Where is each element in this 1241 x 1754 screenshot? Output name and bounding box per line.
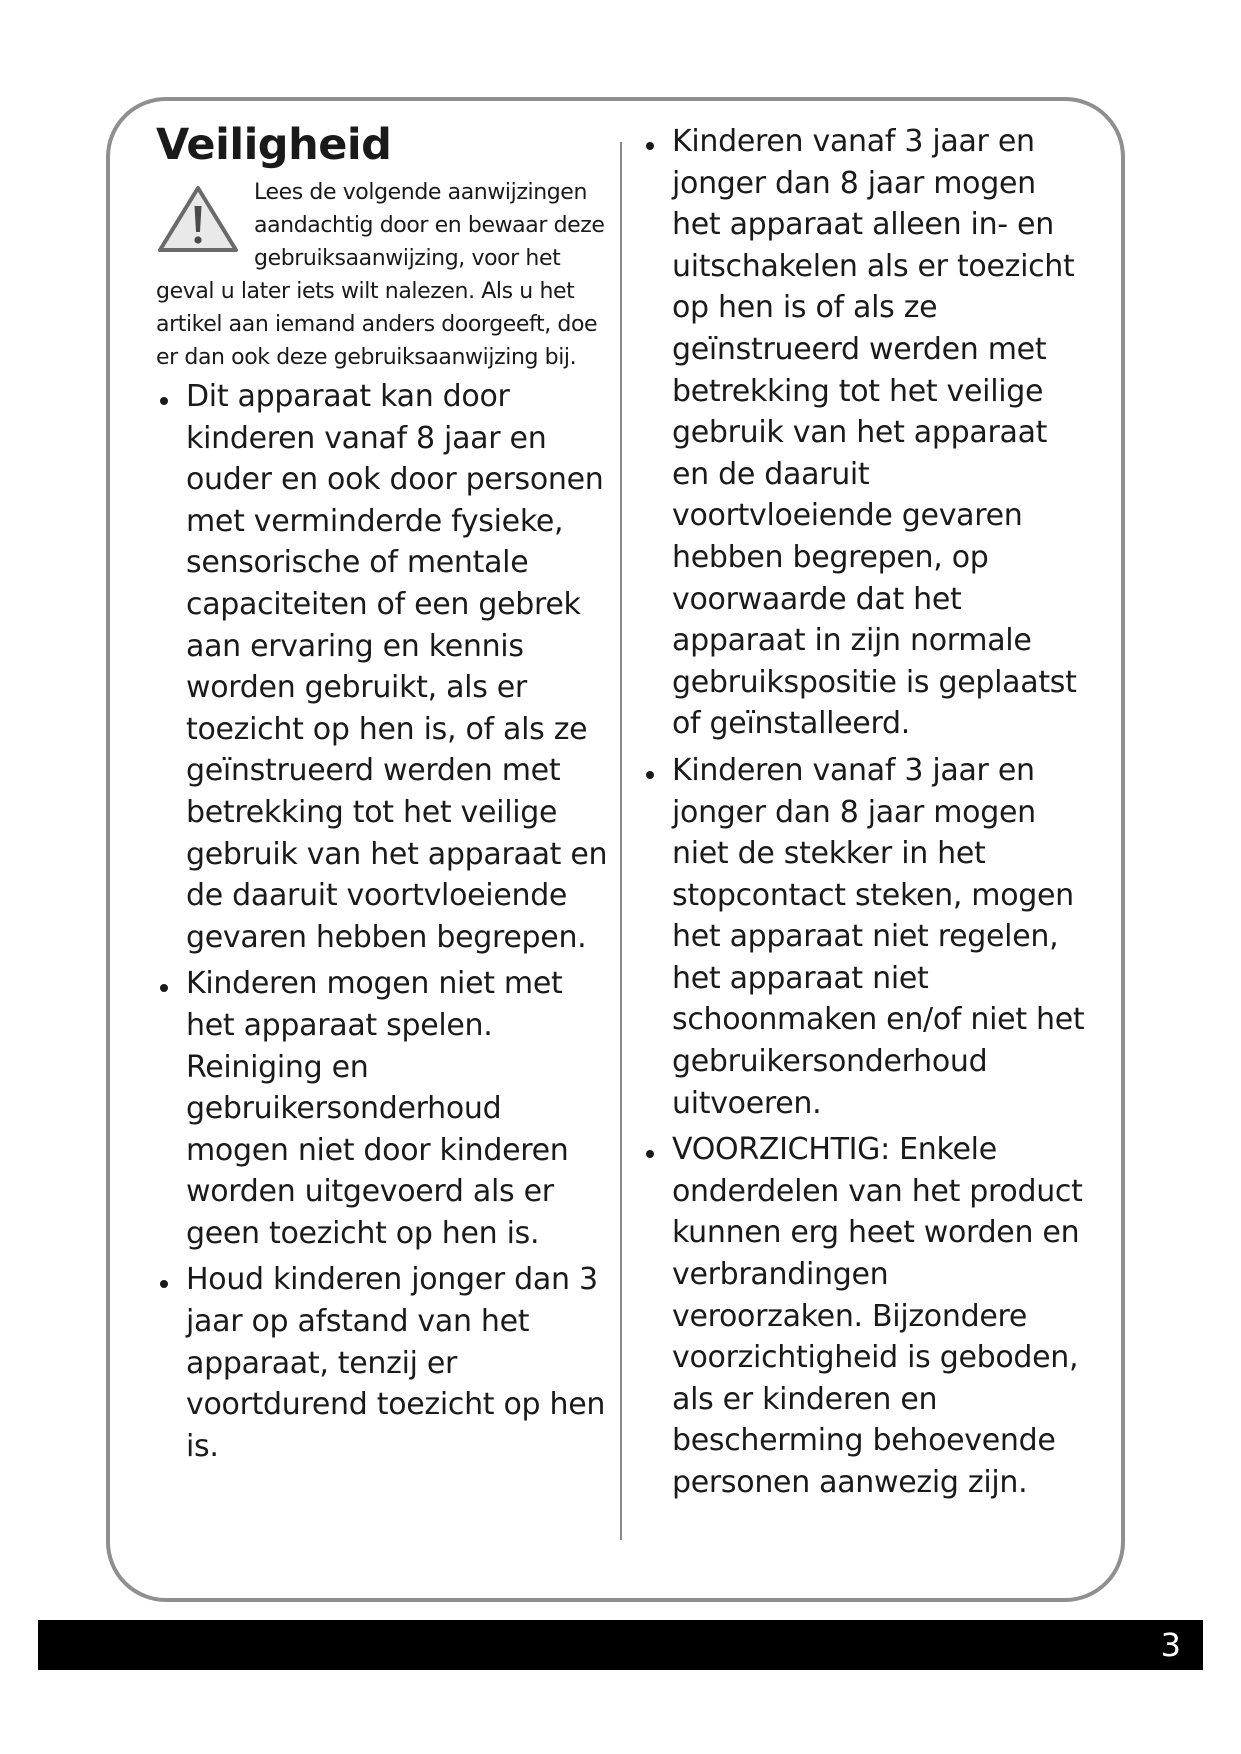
list-item: Kinderen vanaf 3 jaar en jonger dan 8 jaar mogen het apparaat alleen in- en uitschakelen als er toezicht op hen is of als ze geïnstrueerd werden met betrekking tot het veilige gebruik van het apparaat en de daaruit voortvloeiende gevaren hebben begrepen, op voorwaarde dat het apparaat in zijn normale gebruikspositie is geplaatst of geïnstalleerd. <box>642 121 1087 745</box>
list-item: Kinderen mogen niet met het apparaat spelen. Reiniging en gebruikersonderhoud mogen niet door kinderen worden uitgevoerd als er geen toezicht op hen is. <box>156 963 608 1254</box>
left-column <box>156 116 608 1472</box>
page-number: 3 <box>1160 1626 1181 1664</box>
page-title: Veiligheid <box>156 120 392 170</box>
intro-block <box>156 176 608 374</box>
left-bullet-list <box>156 376 608 1467</box>
column-divider <box>620 142 622 1540</box>
right-column <box>642 121 1087 1509</box>
intro-text: Lees de volgende aanwijzingen aandachtig door en bewaar deze gebruiksaanwijzing, voor het geval u later iets wilt nalezen. Als u het artikel aan iemand anders doorgeeft, doe er dan ook deze gebruiksaanwijzing bij. <box>156 180 605 370</box>
footer-bar <box>38 1620 1203 1670</box>
list-item: VOORZICHTIG: Enkele onderdelen van het product kunnen erg heet worden en verbrandingen veroorzaken. Bijzondere voorzichtigheid is geboden, als er kinderen en bescherming behoevende personen aanwezig zijn. <box>642 1129 1087 1503</box>
list-item: Dit apparaat kan door kinderen vanaf 8 jaar en ouder en ook door personen met verminderde fysieke, sensorische of mentale capaciteiten of een gebrek aan ervaring en kennis worden gebruikt, als er toezicht op hen is, of als ze geïnstrueerd werden met betrekking tot het veilige gebruik van het apparaat en de daaruit voortvloeiende gevaren hebben begrepen. <box>156 376 608 958</box>
list-item: Houd kinderen jonger dan 3 jaar op afstand van het apparaat, tenzij er voortdurend toezicht op hen is. <box>156 1259 608 1467</box>
warning-triangle-icon <box>156 184 240 254</box>
right-bullet-list <box>642 121 1087 1504</box>
list-item: Kinderen vanaf 3 jaar en jonger dan 8 jaar mogen niet de stekker in het stopcontact steken, mogen het apparaat niet regelen, het apparaat niet schoonmaken en/of niet het gebruikersonderhoud uitvoeren. <box>642 750 1087 1124</box>
